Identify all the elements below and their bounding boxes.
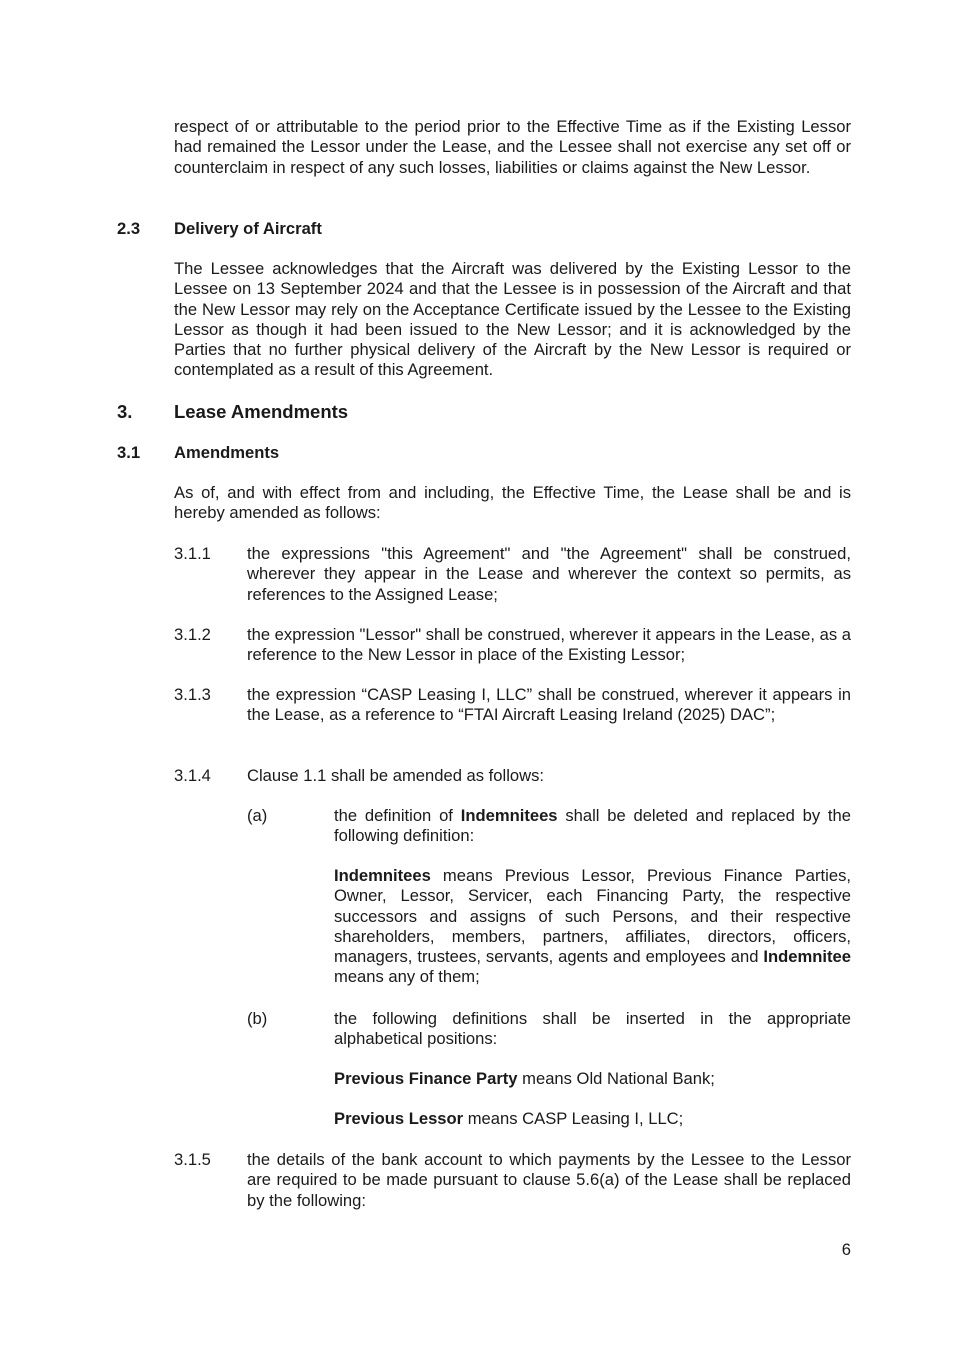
sub-a-text	[334, 806, 851, 847]
section-3-1-number: 3.1	[117, 443, 141, 462]
sub-a-pre: the definition of	[334, 806, 461, 825]
intro-paragraph: respect of or attributable to the period prior to the Effective Time as if the Existing Lessor had remained the Lessor under the Lease, and the Lessee shall not exercise any set off or counterclaim in respect of any such losses, liabilities or claims against the New Lessor.	[174, 117, 851, 177]
section-3-1-title: Amendments	[174, 443, 280, 462]
page-number: 6	[841, 1240, 851, 1259]
sub-a-label: (a)	[247, 806, 268, 825]
item-3-1-2-number: 3.1.2	[174, 625, 211, 644]
def-text-previous-lessor: means CASP Leasing I, LLC;	[463, 1109, 684, 1128]
previous-finance-party-definition	[334, 1069, 851, 1089]
def-text-previous-finance-party: means Old National Bank;	[517, 1069, 715, 1088]
section-3-number: 3.	[117, 401, 133, 422]
section-2-3-number: 2.3	[117, 219, 141, 238]
sub-a-post: shall be deleted and replaced by the following definition:	[334, 806, 851, 846]
item-3-1-4-text: Clause 1.1 shall be amended as follows:	[247, 766, 545, 785]
sub-b-text: the following definitions shall be inserted in the appropriate alphabetical positions:	[334, 1009, 851, 1049]
previous-lessor-definition	[334, 1109, 851, 1129]
sub-a-term: Indemnitees	[460, 806, 558, 825]
section-3-1-paragraph: As of, and with effect from and including, the Effective Time, the Lease shall be and is hereby amended as follows:	[174, 483, 851, 523]
section-2-3-paragraph: The Lessee acknowledges that the Aircraft was delivered by the Existing Lessor to the Lessee on 13 September 2024 and that the Lessee is in possession of the Aircraft and that the New Lessor may rely on the Acceptance Certificate issued by the Lessee to the Existing Lessor as though it had been issued to the New Lessor; and it is acknowledged by the Parties that no further physical delivery of the Aircraft by the New Lessor is required or contemplated as a result of this Agreement.	[174, 259, 851, 380]
indemnitees-definition	[334, 866, 851, 988]
item-3-1-2-text: the expression "Lessor" shall be construed, wherever it appears in the Lease, as a reference to the New Lessor in place of the Existing Lessor;	[247, 625, 851, 665]
def-text-indemnitee: means any of them;	[334, 967, 480, 987]
item-3-1-4-number: 3.1.4	[174, 766, 211, 785]
item-3-1-3-text: the expression “CASP Leasing I, LLC” shall be construed, wherever it appears in the Lease, as a reference to “FTAI Aircraft Leasing Ireland (2025) DAC”;	[247, 685, 851, 725]
def-term-previous-lessor: Previous Lessor	[334, 1109, 464, 1128]
item-3-1-5-number: 3.1.5	[174, 1150, 211, 1169]
item-3-1-3-number: 3.1.3	[174, 685, 211, 704]
section-3-title: Lease Amendments	[174, 401, 349, 422]
def-text-indemnitees: means Previous Lessor, Previous Finance Parties, Owner, Lessor, Servicer, each Financing Party, the respective successors and assigns of such Persons, and their respective shareholders, members, partners, affiliates, directors, officers, managers, trustees, servants, agents and employees and	[334, 866, 851, 967]
sub-b-label: (b)	[247, 1009, 268, 1028]
def-term-indemnitee: Indemnitee	[763, 947, 851, 967]
item-3-1-1-text: the expressions "this Agreement" and "the Agreement" shall be construed, wherever they appear in the Lease and wherever the context so permits, as references to the Assigned Lease;	[247, 544, 851, 604]
section-2-3-title: Delivery of Aircraft	[174, 219, 322, 238]
item-3-1-1-number: 3.1.1	[174, 544, 211, 563]
def-term-indemnitees: Indemnitees	[334, 866, 431, 885]
item-3-1-5-text: the details of the bank account to which payments by the Lessee to the Lessor are required to be made pursuant to clause 5.6(a) of the Lease shall be replaced by the following:	[247, 1150, 851, 1210]
def-term-previous-finance-party: Previous Finance Party	[334, 1069, 518, 1088]
